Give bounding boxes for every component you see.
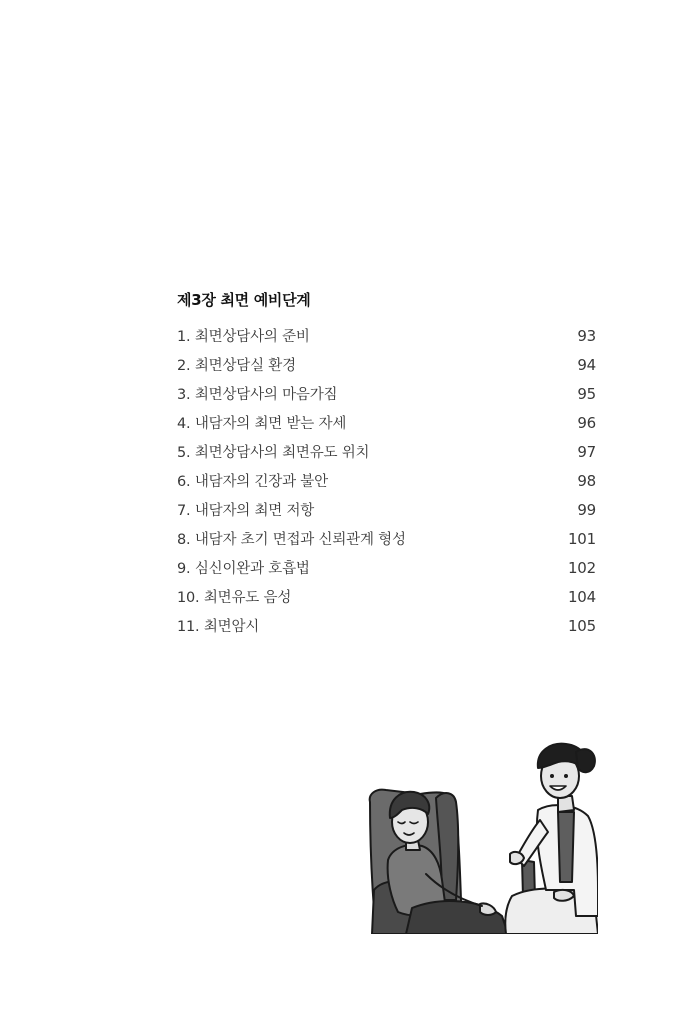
toc-entry-label: 9. 심신이완과 호흡법 bbox=[177, 561, 310, 577]
toc-entry-label: 2. 최면상담실 환경 bbox=[177, 358, 296, 374]
toc-entry-label: 5. 최면상담사의 최면유도 위치 bbox=[177, 445, 370, 461]
toc-entry-7[interactable] bbox=[177, 495, 596, 524]
toc-entry-label: 1. 최면상담사의 준비 bbox=[177, 329, 310, 345]
toc-entry-label: 3. 최면상담사의 마음가짐 bbox=[177, 387, 338, 403]
toc-entry-page: 98 bbox=[577, 471, 596, 490]
toc-entry-3[interactable] bbox=[177, 379, 596, 408]
toc-entry-5[interactable] bbox=[177, 437, 596, 466]
toc-entry-10[interactable] bbox=[177, 582, 596, 611]
toc-entry-page: 97 bbox=[577, 442, 596, 461]
chapter-title: 제3장 최면 예비단계 bbox=[177, 291, 311, 309]
toc-entry-label: 6. 내담자의 긴장과 불안 bbox=[177, 474, 328, 490]
toc-entry-4[interactable] bbox=[177, 408, 596, 437]
toc-entry-page: 99 bbox=[577, 500, 596, 519]
toc-entry-label: 4. 내담자의 최면 받는 자세 bbox=[177, 416, 347, 432]
toc-entry-label: 10. 최면유도 음성 bbox=[177, 590, 292, 606]
toc-entry-page: 101 bbox=[567, 529, 596, 548]
toc-entry-page: 102 bbox=[567, 558, 596, 577]
toc-entry-page: 95 bbox=[577, 384, 596, 403]
toc-list bbox=[177, 321, 596, 640]
counselor-and-client-illustration-icon bbox=[362, 740, 598, 934]
toc-entry-page: 94 bbox=[577, 355, 596, 374]
toc-entry-page: 93 bbox=[577, 326, 596, 345]
toc-entry-label: 8. 내담자 초기 면접과 신뢰관계 형성 bbox=[177, 532, 406, 548]
toc-entry-11[interactable] bbox=[177, 611, 596, 640]
toc-entry-page: 96 bbox=[577, 413, 596, 432]
toc-entry-page: 104 bbox=[567, 587, 596, 606]
toc-entry-6[interactable] bbox=[177, 466, 596, 495]
toc-entry-page: 105 bbox=[567, 616, 596, 635]
toc-entry-2[interactable] bbox=[177, 350, 596, 379]
toc-entry-9[interactable] bbox=[177, 553, 596, 582]
toc-entry-8[interactable] bbox=[177, 524, 596, 553]
toc-entry-label: 11. 최면암시 bbox=[177, 619, 260, 635]
toc-entry-1[interactable] bbox=[177, 321, 596, 350]
toc-entry-label: 7. 내담자의 최면 저항 bbox=[177, 503, 315, 519]
table-of-contents bbox=[177, 287, 596, 640]
